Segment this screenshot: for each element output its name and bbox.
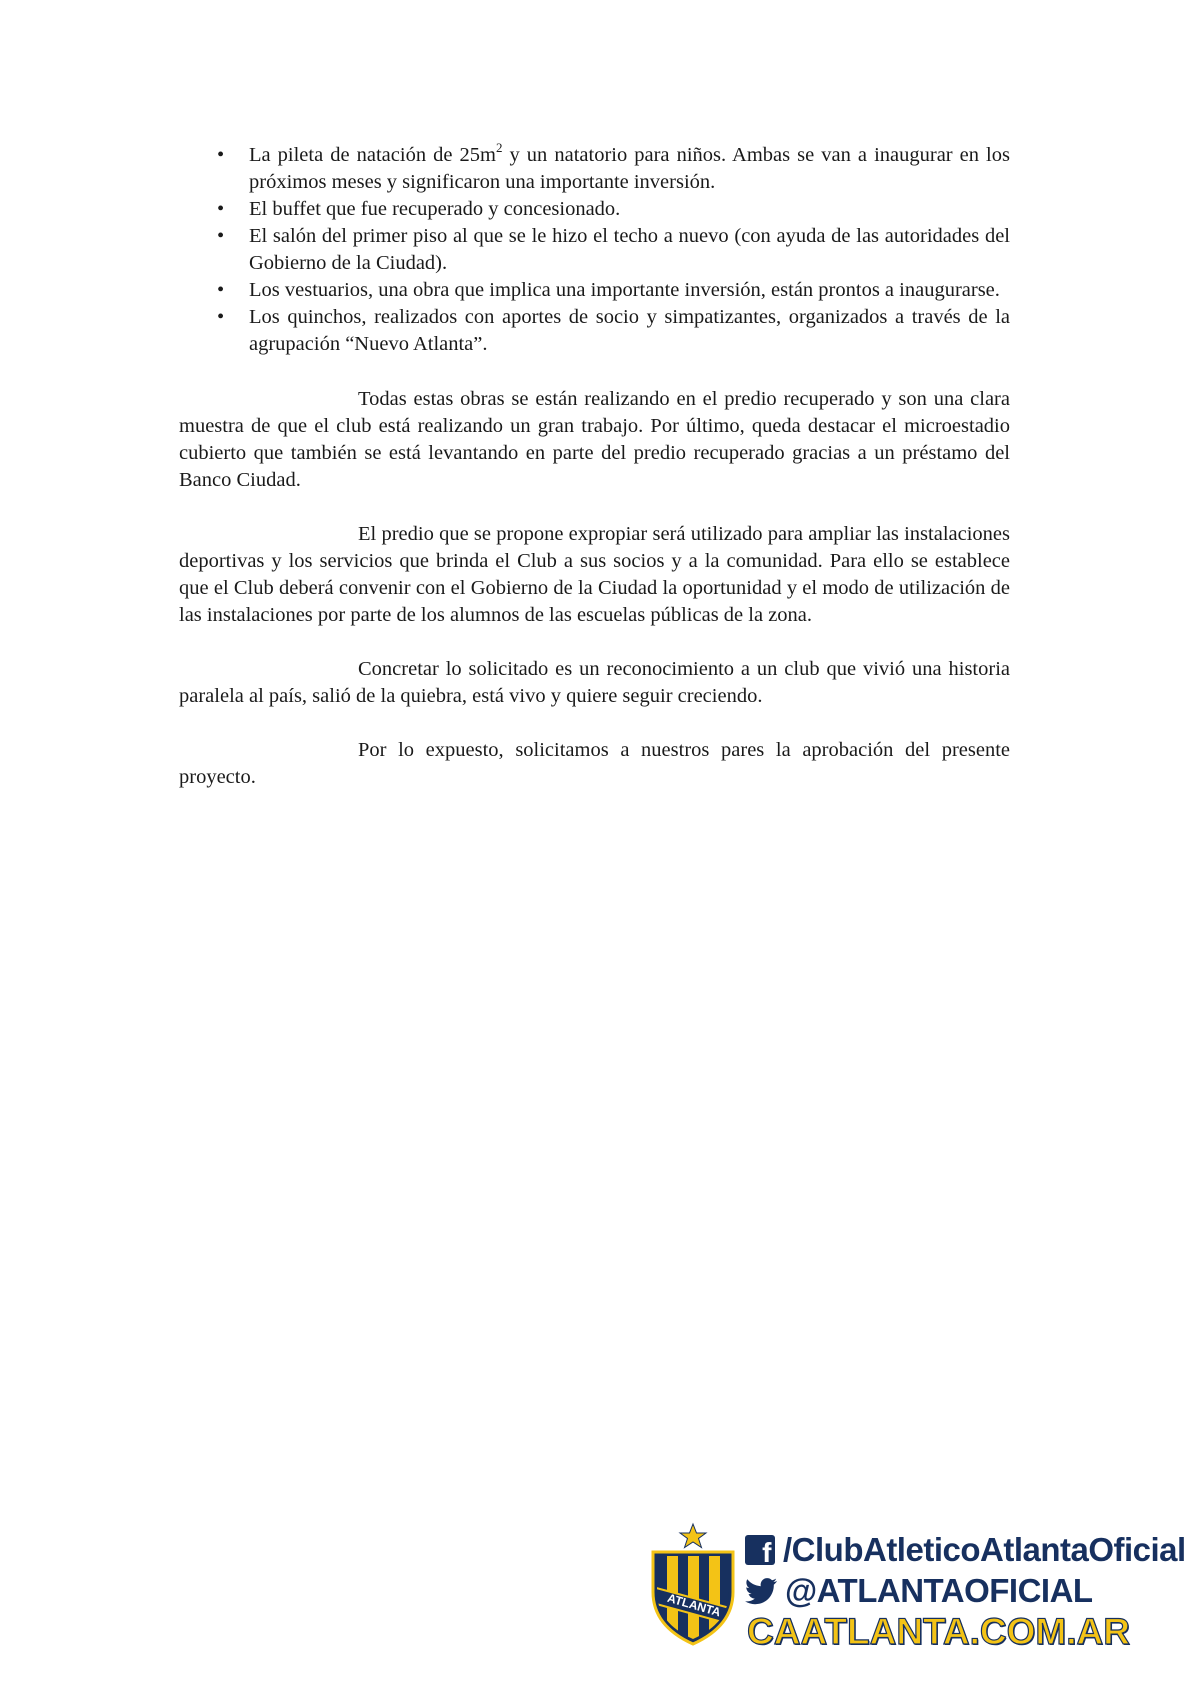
list-item-text: El salón del primer piso al que se le hizo el techo a nuevo (con ayuda de las autoridades del Gobierno de la Ciudad). (249, 225, 1010, 274)
list-item (179, 304, 1010, 358)
list-item-text: Los vestuarios, una obra que implica una importante inversión, están prontos a inaugurarse. (249, 279, 1000, 301)
list-item-text: El buffet que fue recuperado y concesionado. (249, 198, 621, 220)
paragraph: Concretar lo solicitado es un reconocimiento a un club que vivió una historia paralela al país, salió de la quiebra, está vivo y quiere seguir creciendo. (179, 658, 1010, 707)
bullet-marker: • (217, 279, 225, 301)
list-item (179, 196, 1010, 223)
twitter-icon (745, 1576, 779, 1606)
works-list (179, 142, 1010, 358)
list-item (179, 223, 1010, 277)
paragraph: El predio que se propone expropiar será utilizado para ampliar las instalaciones deportivas y los servicios que brinda el Club a sus socios y a la comunidad. Para ello se establece que el Club deberá convenir con el Gobierno de la Ciudad la oportunidad y el modo de utilización de las instalaciones por parte de los alumnos de las escuelas públicas de la zona. (179, 523, 1010, 626)
facebook-handle: /ClubAtleticoAtlantaOficial (783, 1531, 1186, 1568)
bullet-marker: • (217, 198, 225, 220)
website-link[interactable]: CAATLANTA.COM.AR (747, 1611, 1130, 1652)
paragraph: Por lo expuesto, solicitamos a nuestros pares la aprobación del presente proyecto. (179, 739, 1010, 788)
twitter-link[interactable] (745, 1571, 1093, 1611)
facebook-link[interactable] (745, 1530, 1186, 1570)
crest-text: ATLANTA (665, 1590, 723, 1620)
bullet-marker: • (217, 225, 225, 247)
paragraph: Todas estas obras se están realizando en el predio recuperado y son una clara muestra de que el club está realizando un gran trabajo. Por último, queda destacar el microestadio cubierto que también se está levantando en parte del predio recuperado gracias a un préstamo del Banco Ciudad. (179, 388, 1010, 491)
document-body (179, 142, 1010, 791)
bullet-marker: • (217, 144, 225, 166)
bullet-marker: • (217, 306, 225, 328)
superscript: 2 (495, 140, 503, 155)
list-item-text: La pileta de natación de $25m^2$ y un natatorio para niños. Ambas se van a inaugurar en los próximos meses y significaron una importante inversión. (249, 140, 1010, 193)
list-item-text: Los quinchos, realizados con aportes de socio y simpatizantes, organizados a través de la agrupación “Nuevo Atlanta”. (249, 306, 1010, 355)
list-item (179, 142, 1010, 196)
club-crest-icon (645, 1522, 741, 1646)
club-footer (645, 1516, 1186, 1652)
twitter-handle: @ATLANTAOFICIAL (785, 1572, 1093, 1609)
facebook-icon: f (745, 1535, 775, 1565)
list-item (179, 277, 1010, 304)
